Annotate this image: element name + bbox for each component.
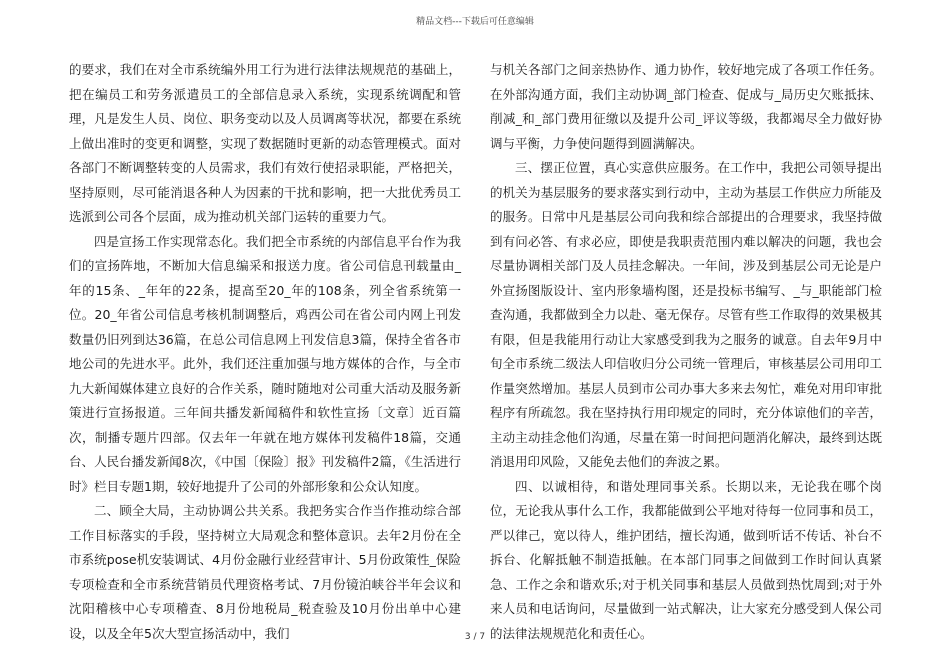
paragraph: 三、摆正位置，真心实意供应服务。在工作中，我把公司领导提出的机关为基层服务的要求落实到行动中，主动为基层工作供应力所能及的服务。日常中凡是基层公司向我和综合部提出的合理要求，我坚持做到有问必答、有求必应，即使是我职责范围内难以解决的问题，我也会尽量协调相关部门及人员挂念解决。一年间，涉及到基层公司无论是户外宣扬图版设计、室内形象墙构图，还是投标书编写、_与_职能部门检查沟通，我都做到全力以赴、毫无保存。尽管有些工作取得的效果极其有限，但是我能用行动让大家感受到我为之服务的诚意。自去年9月中旬全市系统二级法人印信收归分公司统一管理后，审核基层公司用印工作量突然增加。基层人员到市公司办事大多来去匆忙，难免对用印审批程序有所疏忽。我在坚持执行用印规定的同时，充分体谅他们的辛苦，主动主动挂念他们沟通，尽量在第一时间把问题消化解决，最终到达既消退用印风险，又能免去他们的奔波之累。 xyxy=(490,160,882,469)
left-column xyxy=(69,58,461,646)
right-column xyxy=(490,58,882,646)
paragraph: 与机关各部门之间亲热协作、通力协作，较好地完成了各项工作任务。在外部沟通方面，我们主动协调_部门检查、促成与_局历史欠账抵抹、削减_和_部门费用征缴以及提升公司_评议等级，我都竭尽全力做好协调与平衡，力争使问题得到圆满解决。 xyxy=(490,62,882,151)
page-header: 精品文档---下载后可任意编辑 xyxy=(416,17,534,27)
paragraph: 二、顾全大局，主动协调公共关系。我把务实合作当作推动综合部工作目标落实的手段，坚持树立大局观念和整体意识。去年2月份在全市系统pose机安装调试、4月份金融行业经营审计、5月份政策性_保险专项检查和全市系统营销员代理资格考试、7月份镜泊峡谷半年会议和沈阳稽核中心专项稽查、8月份地税局_税查验及10月份出单中心建设，以及全年5次大型宣扬活动中，我们 xyxy=(69,503,461,641)
paragraph: 四、以诚相待，和谐处理同事关系。长期以来，无论我在哪个岗位，无论我从事什么工作，我都能做到公平地对待每一位同事和员工，严以律己，宽以待人，维护团结，擅长沟通，做到听话不传话、补台不拆台、化解抵触不制造抵触。在本部门同事之间做到工作时间认真紧急、工作之余和谐欢乐;对于机关同事和基层人员做到热忱周到;对于外来人员和电话询问，尽量做到一站式解决，让大家充分感受到人保公司的法律法规规范化和责任心。 xyxy=(490,478,882,641)
paragraph: 的要求，我们在对全市系统编外用工行为进行法律法规规范的基础上，把在编员工和劳务派遣员工的全部信息录入系统，实现系统调配和管理，凡是发生人员、岗位、职务变动以及人员调离等状况，都要在系统上做出准时的变更和调整，实现了数据随时更新的动态管理模式。面对各部门不断调整转变的人员需求，我们有效行使招录职能，严格把关，坚持原则，尽可能消退各种人为因素的干扰和影响，把一大批优秀员工选派到公司各个层面，成为推动机关部门运转的重要力气。 xyxy=(69,62,461,224)
page-number: 3 / 7 xyxy=(464,632,486,642)
paragraph: 四是宣扬工作实现常态化。我们把全市系统的内部信息平台作为我们的宣扬阵地，不断加大信息编采和报送力度。省公司信息刊载量由_年的15条、_年年的22条，提高至20_年的108条，列全省系统第一位。20_年省公司信息考核机制调整后，鸡西公司在省公司内网上刊发数量仍旧列到达36篇，在总公司信息网上刊发信息3篇，保持全省各市地公司的先进水平。此外，我们还注重加强与地方媒体的合作，与全市九大新闻媒体建立良好的合作关系，随时随地对公司重大活动及服务新策进行宣扬报道。三年间共播发新闻稿件和软性宣扬〔文章〕近百篇次，制播专题片四部。仅去年一年就在地方媒体刊发稿件18篇，交通台、人民台播发新闻8次，《中国〔保险〕报》刊发稿件2篇，《生活进行时》栏目专题1期，较好地提升了公司的外部形象和公众认知度。 xyxy=(69,233,461,494)
